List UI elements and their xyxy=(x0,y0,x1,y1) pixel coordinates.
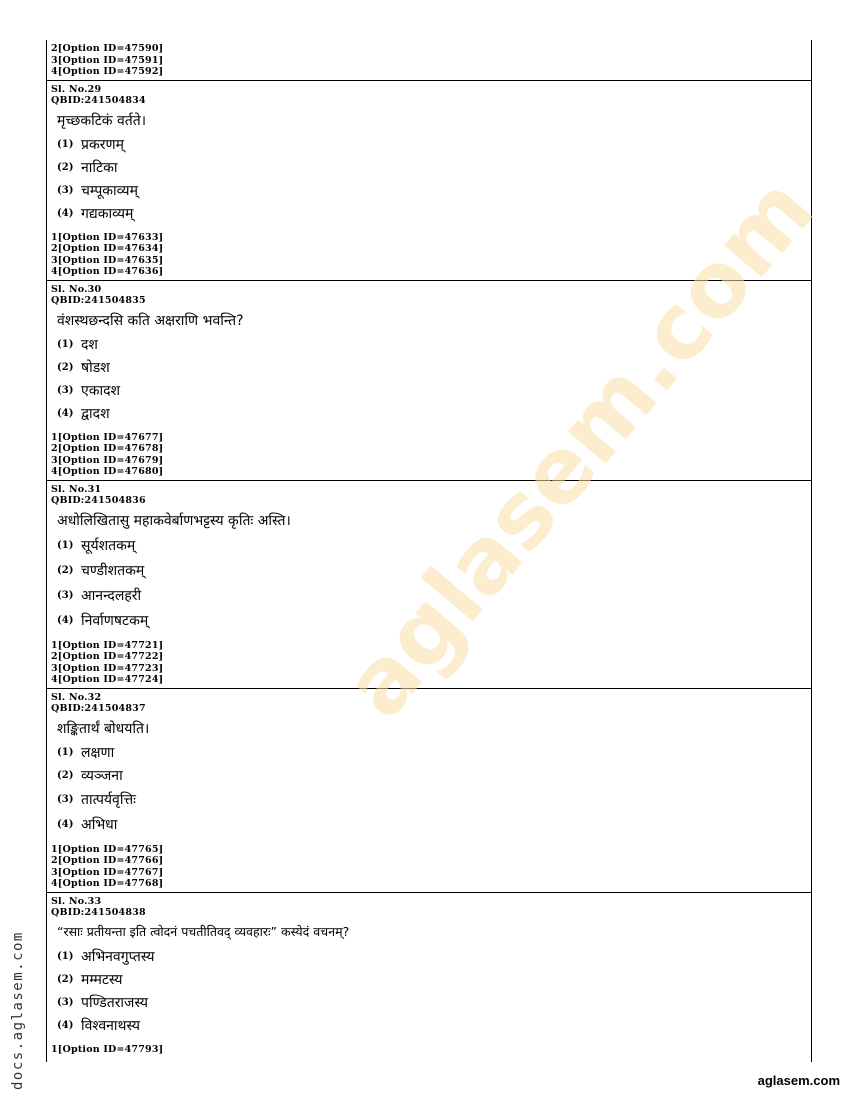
qbid: QBID:241504838 xyxy=(51,907,146,918)
question-block xyxy=(47,281,811,481)
option-number: (2) xyxy=(57,564,74,576)
option-number: (2) xyxy=(57,161,74,173)
question-block xyxy=(47,481,811,689)
option-number: (2) xyxy=(57,973,74,985)
question-text: वंशस्थछन्दसि कति अक्षराणि भवन्ति? xyxy=(57,312,244,329)
serial-number: Sl. No.31 xyxy=(51,483,102,495)
option-id-line: 1[Option ID=47721] xyxy=(51,639,164,651)
option-text: निर्वाणषटकम् xyxy=(81,612,149,629)
option-number: (4) xyxy=(57,1019,74,1031)
option-number: (1) xyxy=(57,138,74,150)
option-number: (3) xyxy=(57,793,74,805)
option-id-line: 2[Option ID=47678] xyxy=(51,443,164,454)
side-url-link[interactable]: docs.aglasem.com xyxy=(10,931,26,1090)
option-text: एकादश xyxy=(81,382,121,399)
option-text: विश्वनाथस्य xyxy=(81,1017,141,1034)
option-number: (4) xyxy=(57,818,74,830)
question-paper xyxy=(46,40,812,1062)
qbid: QBID:241504835 xyxy=(51,295,146,306)
option-text: प्रकरणम् xyxy=(81,136,124,153)
watermark: aglasem.com xyxy=(324,157,835,738)
option-id-line: 1[Option ID=47633] xyxy=(51,231,164,243)
option-id-line: 3[Option ID=47723] xyxy=(51,662,164,674)
option-number: (2) xyxy=(57,769,74,781)
option-id-line: 3[Option ID=47635] xyxy=(51,254,164,266)
option-row xyxy=(57,558,811,583)
option-text: चम्पूकाव्यम् xyxy=(81,182,138,199)
option-ids xyxy=(51,232,811,278)
option-ids xyxy=(51,844,811,890)
option-number: (1) xyxy=(57,746,74,758)
option-number: (3) xyxy=(57,384,74,396)
option-text: अभिधा xyxy=(81,816,118,833)
serial-number: Sl. No.29 xyxy=(51,83,102,95)
option-text: व्यञ्जना xyxy=(81,767,123,784)
option-row xyxy=(57,402,811,425)
option-row xyxy=(57,812,811,837)
option-id-line: 1[Option ID=47677] xyxy=(51,431,164,443)
option-number: (1) xyxy=(57,338,74,350)
option-text: लक्षणा xyxy=(81,744,115,761)
option-number: (4) xyxy=(57,407,74,419)
option-ids xyxy=(51,640,811,686)
option-row xyxy=(57,333,811,356)
option-text: सूर्यशतकम् xyxy=(81,537,136,554)
option-id-line: 2[Option ID=47766] xyxy=(51,855,164,866)
option-text: आनन्दलहरी xyxy=(81,587,142,604)
qbid: QBID:241504837 xyxy=(51,703,146,714)
option-id-line: 2[Option ID=47634] xyxy=(51,243,164,254)
option-text: पण्डितराजस्य xyxy=(81,994,149,1011)
option-text: अभिनवगुप्तस्य xyxy=(81,948,155,965)
option-id-line: 3[Option ID=47767] xyxy=(51,866,164,878)
option-number: (1) xyxy=(57,539,74,551)
option-row xyxy=(57,764,811,787)
option-row xyxy=(57,533,811,558)
question-text: शङ्कितार्थं बोधयति। xyxy=(57,720,150,737)
option-row xyxy=(57,379,811,402)
option-row xyxy=(57,156,811,179)
serial-number: Sl. No.33 xyxy=(51,895,102,907)
option-row xyxy=(57,741,811,764)
serial-number: Sl. No.30 xyxy=(51,283,102,295)
option-row xyxy=(57,1014,811,1037)
question-block xyxy=(47,893,811,1058)
previous-question-tail xyxy=(47,40,811,81)
option-ids xyxy=(51,432,811,478)
option-row xyxy=(57,133,811,156)
option-text: दश xyxy=(81,336,98,353)
question-text: “रसाः प्रतीयन्ता इति त्वोदनं पचतीतिवद् व्यवहारः” कस्येदं वचनम्? xyxy=(57,923,350,939)
option-row xyxy=(57,583,811,608)
serial-number: Sl. No.32 xyxy=(51,691,102,703)
question-block xyxy=(47,689,811,893)
option-text: चण्डीशतकम् xyxy=(81,562,145,579)
option-text: तात्पर्यवृत्तिः xyxy=(81,791,136,808)
option-id-line: 3[Option ID=47679] xyxy=(51,454,164,466)
option-number: (3) xyxy=(57,184,74,196)
option-text: नाटिका xyxy=(81,159,118,176)
option-row xyxy=(57,356,811,379)
option-number: (3) xyxy=(57,589,74,601)
option-row xyxy=(57,968,811,991)
qbid: QBID:241504836 xyxy=(51,495,146,506)
option-id-line: 4[Option ID=47680] xyxy=(51,466,164,477)
option-row xyxy=(57,787,811,812)
brand-link[interactable]: aglasem.com xyxy=(757,1073,840,1088)
option-ids xyxy=(51,1044,811,1056)
option-id-line: 4[Option ID=47768] xyxy=(51,878,164,889)
qbid: QBID:241504834 xyxy=(51,95,146,106)
option-row xyxy=(57,179,811,202)
option-number: (1) xyxy=(57,950,74,962)
option-id-line: 4[Option ID=47724] xyxy=(51,674,164,685)
option-id-line: 1[Option ID=47765] xyxy=(51,843,164,855)
option-row xyxy=(57,945,811,968)
question-text: मृच्छकटिकं वर्तते। xyxy=(57,112,147,129)
option-row xyxy=(57,608,811,633)
option-text: गद्यकाव्यम् xyxy=(81,205,134,222)
option-id-line: 4[Option ID=47636] xyxy=(51,266,164,277)
option-row xyxy=(57,991,811,1014)
option-text: द्वादश xyxy=(81,405,110,422)
option-id-line: 2[Option ID=47590] xyxy=(51,43,164,54)
option-id-line: 4[Option ID=47592] xyxy=(51,66,164,77)
option-text: मम्मटस्य xyxy=(81,971,123,988)
question-block xyxy=(47,81,811,281)
option-id-line: 2[Option ID=47722] xyxy=(51,651,164,662)
option-row xyxy=(57,202,811,225)
option-number: (3) xyxy=(57,996,74,1008)
option-number: (2) xyxy=(57,361,74,373)
option-text: षोडश xyxy=(81,359,110,376)
option-number: (4) xyxy=(57,614,74,626)
option-id-line: 1[Option ID=47793] xyxy=(51,1043,164,1055)
option-id-line: 3[Option ID=47591] xyxy=(51,54,164,66)
question-text: अधोलिखितासु महाकवेर्बाणभट्टस्य कृतिः अस्ति। xyxy=(57,512,291,529)
option-number: (4) xyxy=(57,207,74,219)
